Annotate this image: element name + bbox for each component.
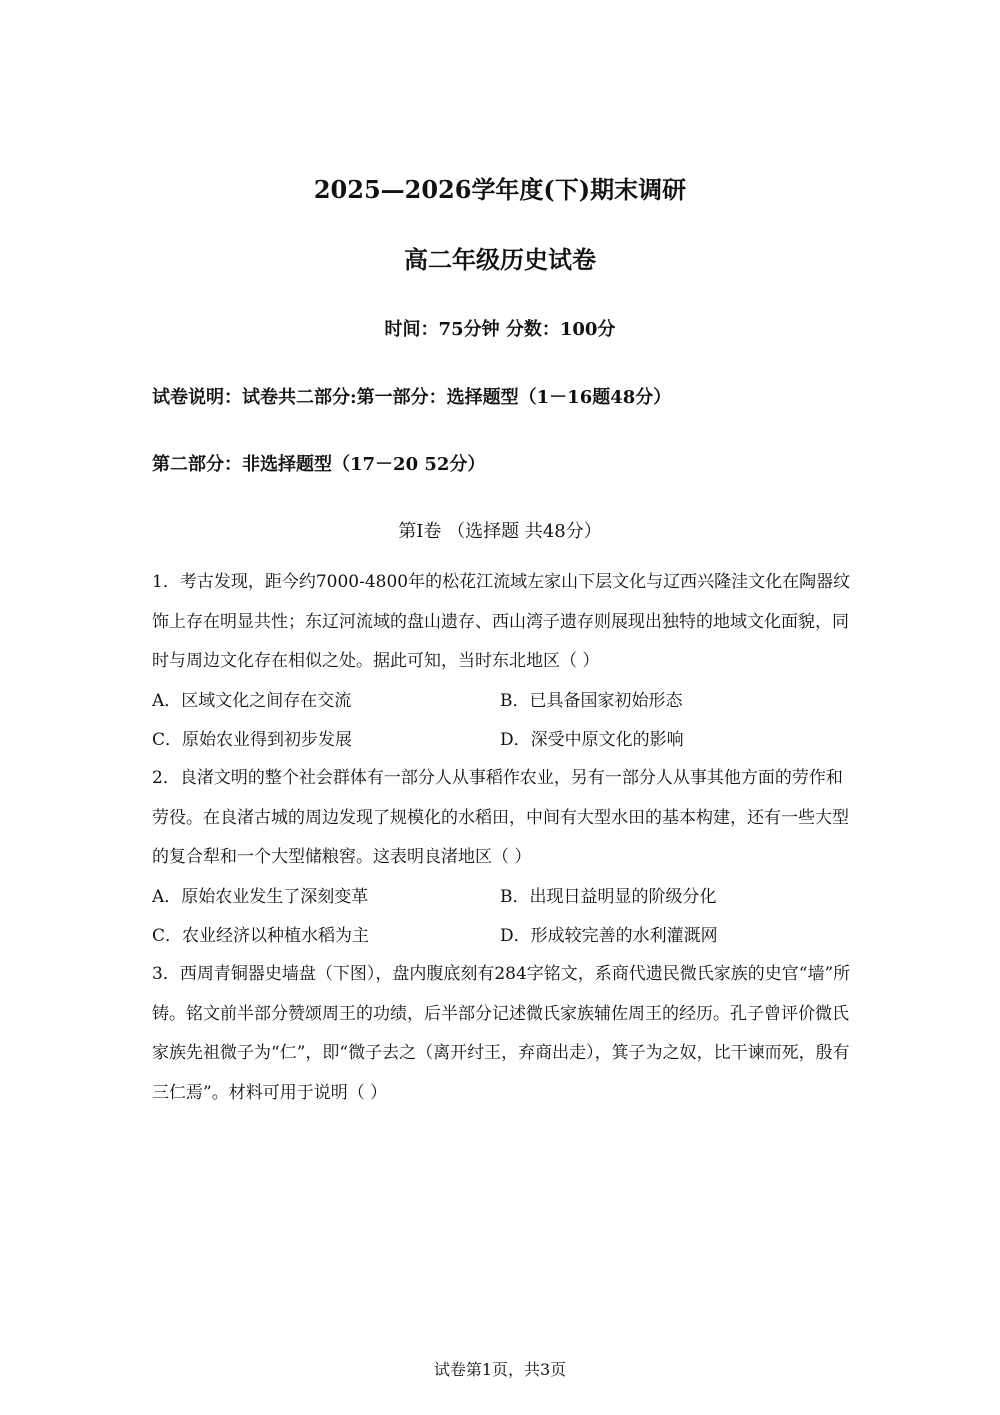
question-2-option-a: A．原始农业发生了深刻变革 <box>152 887 369 907</box>
section-title: 第Ⅰ卷 （选择题 共48分） <box>398 521 602 542</box>
question-2-options <box>152 886 852 964</box>
question-3-stem: 3．西周青铜器史墙盘（下图），盘内腹底刻有284字铭文，系商代遗民微氏家族的史官“墙”所铸。铭文前半部分赞颂周王的功绩，后半部分记述微氏家族辅佐周王的经历。孔子曾评价微氏家族先祖微子为“仁”，即“微子去之（离开纣王，弃商出走），箕子为之奴，比干谏而死，殷有三仁焉”。材料可用于说明（ ） <box>152 964 851 1103</box>
question-2-option-c: C．农业经济以种植水稻为主 <box>152 926 370 946</box>
question-1-option-d: D．深受中原文化的影响 <box>500 730 684 750</box>
page-footer: 试卷第1页，共3页 <box>433 1360 567 1379</box>
question-1-stem: 1．考古发现，距今约7000-4800年的松花江流域左家山下层文化与辽西兴隆洼文化在陶器纹饰上存在明显共性；东辽河流域的盘山遗存、西山湾子遗存则展现出独特的地域文化面貌，同时与周边文化存在相似之处。据此可知，当时东北地区（ ） <box>152 572 851 671</box>
question-1-option-c: C．原始农业得到初步发展 <box>152 730 353 750</box>
time-score-line: 时间：75分钟 分数：100分 <box>384 319 616 340</box>
paper-note-part1: 试卷说明：试卷共二部分:第一部分：选择题型（1－16题48分） <box>152 387 672 408</box>
question-2-option-d: D．形成较完善的水利灌溉网 <box>500 926 718 946</box>
question-2-stem: 2．良渚文明的整个社会群体有一部分人从事稻作农业，另有一部分人从事其他方面的劳作和劳役。在良渚古城的周边发现了规模化的水稻田，中间有大型水田的基本构建，还有一些大型的复合犁和一个大型储粮窖。这表明良渚地区（ ） <box>152 768 849 867</box>
question-2-option-b: B．出现日益明显的阶级分化 <box>500 887 717 907</box>
question-1-options <box>152 690 852 768</box>
question-1-option-a: A．区域文化之间存在交流 <box>152 691 352 711</box>
question-1-option-b: B．已具备国家初始形态 <box>500 691 683 711</box>
exam-title-subject: 高二年级历史试卷 <box>404 245 596 274</box>
paper-note-part2: 第二部分：非选择题型（17－20 52分） <box>152 454 486 475</box>
exam-title-year: 2025—2026学年度(下)期末调研 <box>313 175 687 204</box>
